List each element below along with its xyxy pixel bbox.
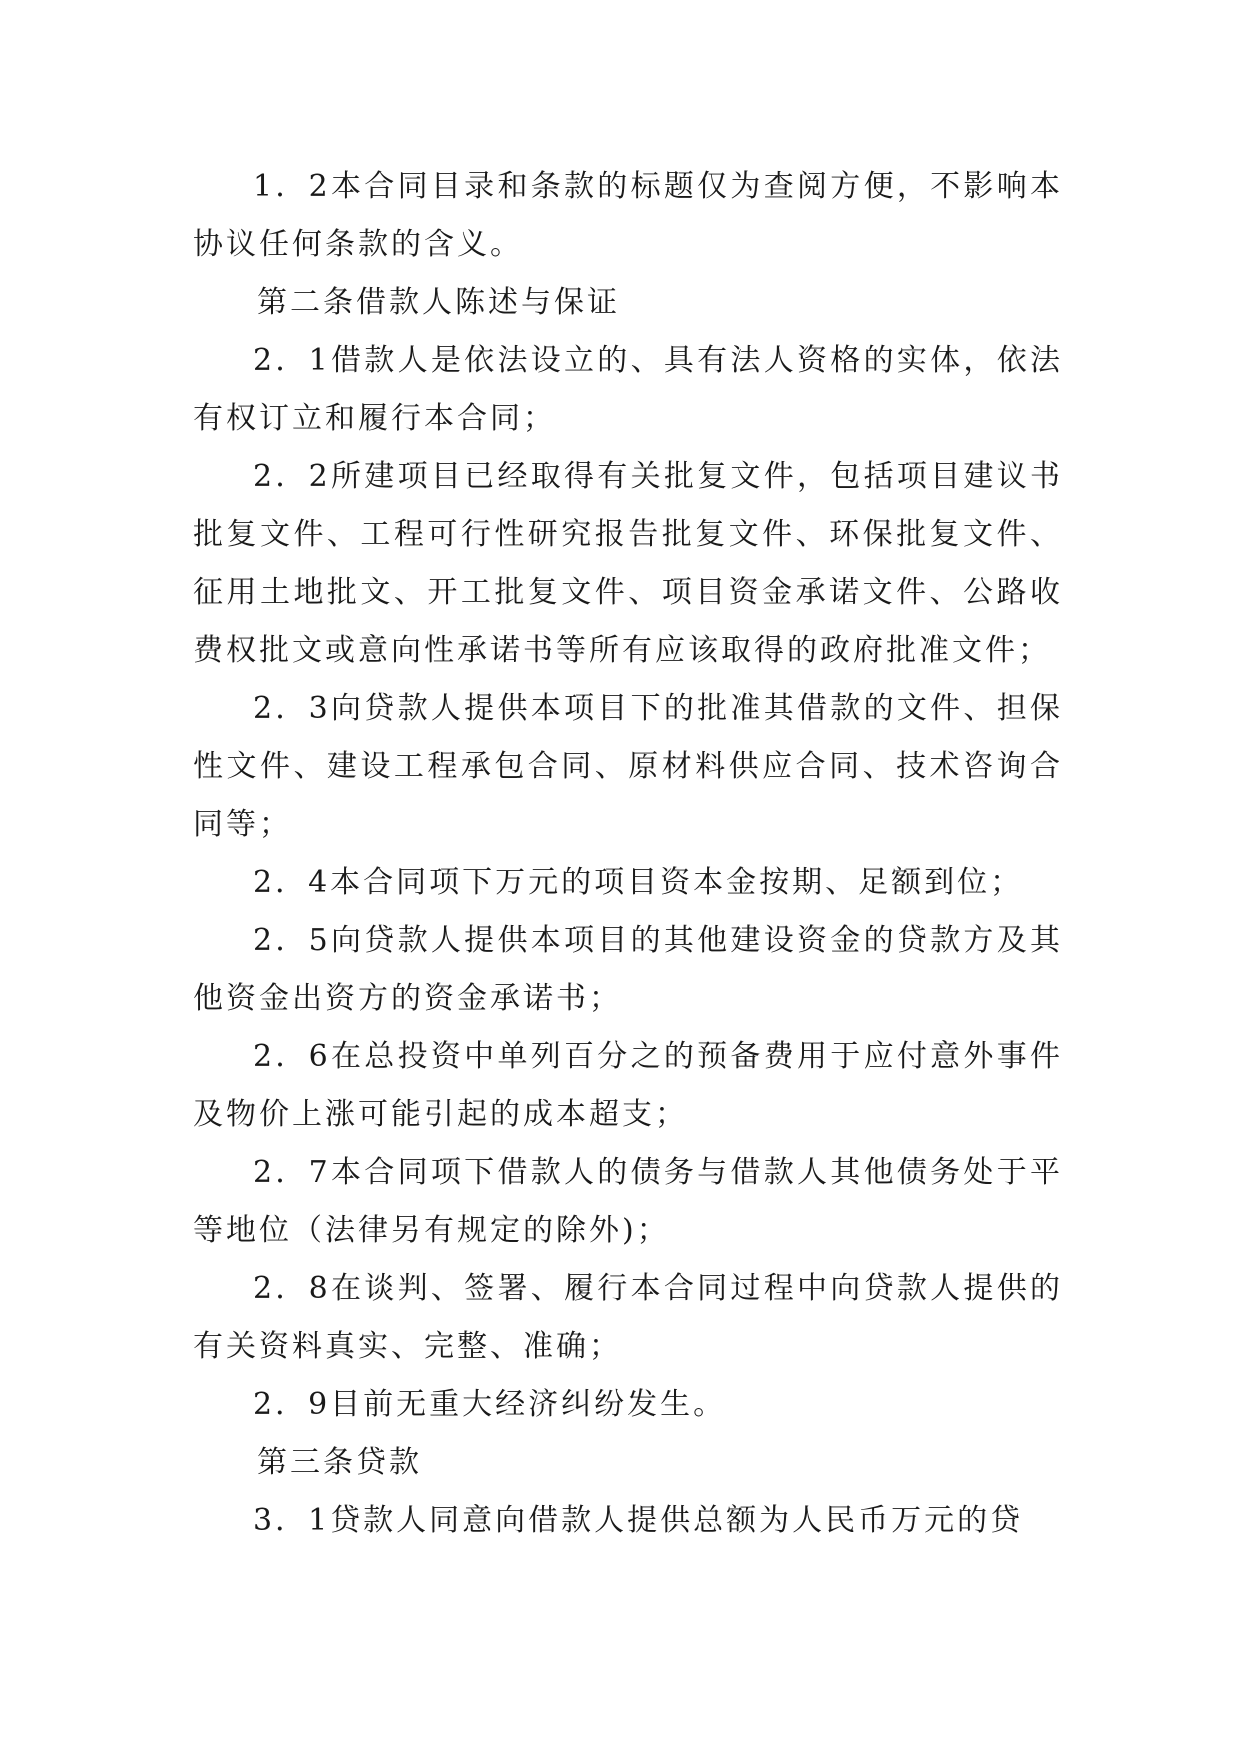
clause-2-5: 2．5向贷款人提供本项目的其他建设资金的贷款方及其他资金出资方的资金承诺书； (193, 923, 1063, 1016)
clause-2-8: 2．8在谈判、签署、履行本合同过程中向贷款人提供的有关资料真实、完整、准确； (193, 1271, 1063, 1364)
clause-2-3: 2．3向贷款人提供本项目下的批准其借款的文件、担保性文件、建设工程承包合同、原材料供应合同、技术咨询合同等； (193, 691, 1063, 842)
clause-2-4: 2．4本合同项下万元的项目资本金按期、足额到位； (253, 865, 1024, 900)
document-body (193, 158, 1063, 1550)
clause-2-2: 2．2所建项目已经取得有关批复文件，包括项目建议书批复文件、工程可行性研究报告批复文件、环保批复文件、征用土地批文、开工批复文件、项目资金承诺文件、公路收费权批文或意向性承诺书等所有应该取得的政府批准文件； (193, 459, 1063, 668)
clause-2-9: 2．9目前无重大经济纠纷发生。 (253, 1387, 727, 1422)
clause-2-6: 2．6在总投资中单列百分之的预备费用于应付意外事件及物价上涨可能引起的成本超支； (193, 1039, 1063, 1132)
clause-2-7: 2．7本合同项下借款人的债务与借款人其他债务处于平等地位（法律另有规定的除外)； (193, 1155, 1063, 1248)
article-3-heading: 第三条贷款 (257, 1445, 422, 1480)
clause-3-1: 3．1贷款人同意向借款人提供总额为人民币万元的贷 (253, 1503, 1024, 1538)
clause-2-1: 2．1借款人是依法设立的、具有法人资格的实体，依法有权订立和履行本合同； (193, 343, 1063, 436)
clause-1-2: 1．2本合同目录和条款的标题仅为查阅方便，不影响本协议任何条款的含义。 (193, 169, 1063, 262)
article-2-heading: 第二条借款人陈述与保证 (257, 285, 620, 320)
